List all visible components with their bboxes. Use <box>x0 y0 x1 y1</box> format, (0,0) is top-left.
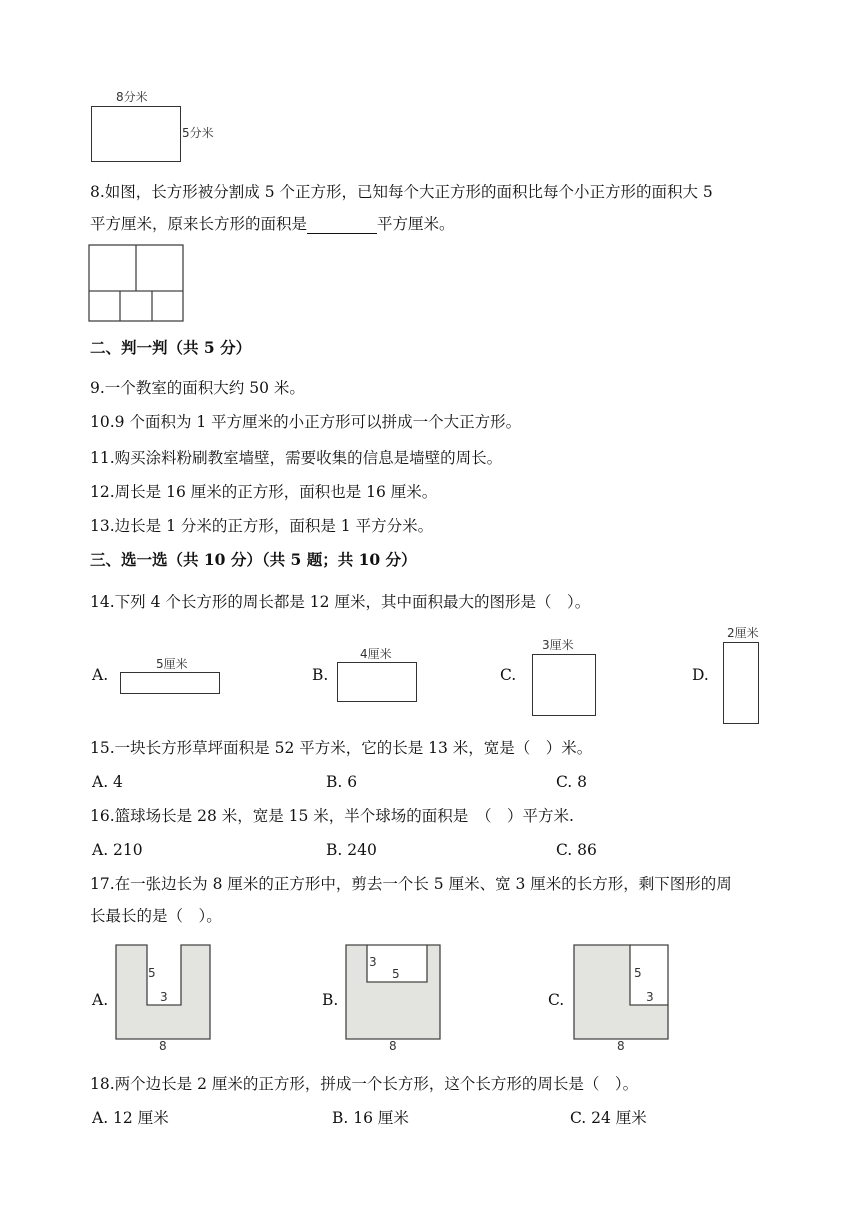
q14-c-rect <box>532 654 596 716</box>
q14-a-dim: 5厘米 <box>156 657 188 671</box>
section2-title: 二、判一判（共 5 分） <box>90 338 252 357</box>
q17-b-label-side: 8 <box>389 1039 397 1050</box>
q16-option-b[interactable]: B. 240 <box>326 841 377 859</box>
q14-text: 14.下列 4 个长方形的周长都是 12 厘米，其中面积最大的图形是（ ）。 <box>90 593 591 611</box>
width-label: 8分米 <box>116 90 148 104</box>
q11: 11.购买涂料粉刷教室墙壁，需要收集的信息是墙壁的周长。 <box>90 449 503 467</box>
q17-option-c[interactable]: C. <box>548 991 565 1009</box>
q17-c-label-short: 3 <box>646 990 654 1004</box>
q15-option-b[interactable]: B. 6 <box>326 773 358 791</box>
q17-option-a[interactable]: A. <box>92 991 109 1009</box>
section3-title: 三、选一选（共 10 分）（共 5 题；共 10 分） <box>90 550 417 569</box>
q14-c-dim: 3厘米 <box>542 638 574 652</box>
q16-text: 16.篮球场长是 28 米，宽是 15 米，半个球场的面积是 （ ）平方米. <box>90 807 574 825</box>
q17-a-label-long: 5 <box>148 966 156 980</box>
q18-option-a[interactable]: A. 12 厘米 <box>92 1109 169 1127</box>
q8-line2-post: 平方厘米。 <box>377 215 455 233</box>
q18-text: 18.两个边长是 2 厘米的正方形，拼成一个长方形，这个长方形的周长是（ ）。 <box>90 1075 639 1093</box>
q14-d-rect <box>723 642 759 724</box>
q13: 13.边长是 1 分米的正方形，面积是 1 平方分米。 <box>90 517 434 535</box>
q14-option-d[interactable]: D. <box>692 666 709 684</box>
q17-line1: 17.在一张边长为 8 厘米的正方形中，剪去一个长 5 厘米、宽 3 厘米的长方形，剩下图形的周 <box>90 875 732 893</box>
height-label: 5分米 <box>182 126 214 140</box>
q17-a-label-side: 8 <box>159 1039 167 1050</box>
q17-a-label-short: 3 <box>160 990 168 1004</box>
q14-d-dim: 2厘米 <box>727 626 759 640</box>
q16-option-a[interactable]: A. 210 <box>92 841 143 859</box>
q16-option-c[interactable]: C. 86 <box>556 841 597 859</box>
q15-option-c[interactable]: C. 8 <box>556 773 588 791</box>
q14-option-c[interactable]: C. <box>500 666 517 684</box>
q8-line2 <box>90 214 455 234</box>
figure-five-squares <box>88 244 186 324</box>
q8-line2-pre: 平方厘米，原来长方形的面积是 <box>90 215 308 233</box>
rectangle <box>91 106 181 162</box>
q8-line1: 8.如图，长方形被分割成 5 个正方形，已知每个大正方形的面积比每个小正方形的面积大 5 <box>90 183 713 201</box>
q17-line2: 长最长的是（ ）。 <box>90 907 222 925</box>
q14-option-b[interactable]: B. <box>312 666 329 684</box>
q17-b-label-short: 3 <box>369 955 377 969</box>
q17-c-label-side: 8 <box>617 1039 625 1050</box>
q17-b-label-long: 5 <box>392 967 400 981</box>
q17-figure-b <box>345 944 445 1050</box>
q14-b-rect <box>337 662 417 702</box>
q17-figure-a <box>115 944 215 1050</box>
q15-text: 15.一块长方形草坪面积是 52 平方米，它的长是 13 米，宽是（ ）米。 <box>90 739 593 757</box>
q18-option-c[interactable]: C. 24 厘米 <box>570 1109 647 1127</box>
q14-b-dim: 4厘米 <box>360 647 392 661</box>
q15-option-a[interactable]: A. 4 <box>92 773 123 791</box>
q17-c-label-long: 5 <box>634 966 642 980</box>
q14-option-a[interactable]: A. <box>92 666 109 684</box>
q12: 12.周长是 16 厘米的正方形，面积也是 16 厘米。 <box>90 483 438 501</box>
q9: 9.一个教室的面积大约 50 米。 <box>90 379 305 397</box>
q17-option-b[interactable]: B. <box>322 991 339 1009</box>
q10: 10.9 个面积为 1 平方厘米的小正方形可以拼成一个大正方形。 <box>90 413 522 431</box>
q14-a-rect <box>120 672 220 694</box>
figure-rectangle-8x5 <box>88 86 238 166</box>
q17-figure-c <box>573 944 673 1050</box>
q18-option-b[interactable]: B. 16 厘米 <box>332 1109 409 1127</box>
q8-answer-blank[interactable] <box>307 217 377 234</box>
